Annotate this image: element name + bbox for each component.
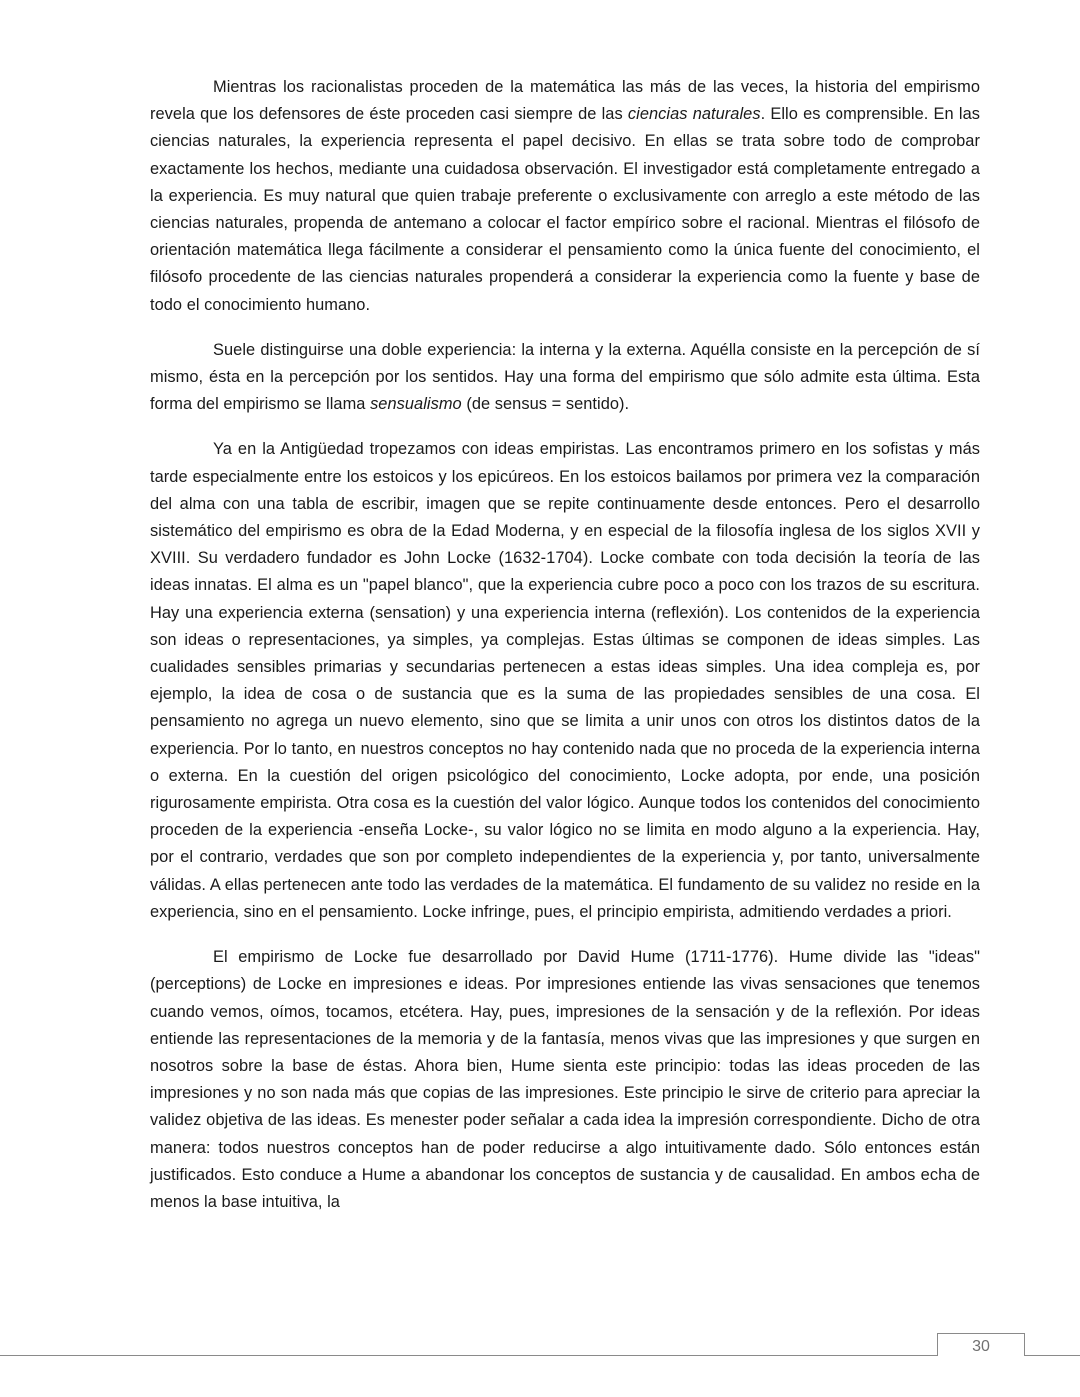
paragraph-text: Ya en la Antigüedad tropezamos con ideas empiristas. Las encontramos primero en los sofistas y más tarde especialmente entre los estoicos y los epicúreos. En los estoicos bailamos por primera vez la comparación del alma con una tabla de escribir, imagen que se repite continuamente desde entonces. Pero el desarrollo sistemático del empirismo es obra de la Edad Moderna, y en especial de la filosofía inglesa de los siglos XVII y XVIII. Su verdadero fundador es John Locke (1632-1704). Locke combate con toda decisión la teoría de las ideas innatas. El alma es un "papel blanco", que la experiencia cubre poco a poco con los trazos de su escritura. Hay una experiencia externa (sensation) y una experiencia interna (reflexión). Los contenidos de la experiencia son ideas o representaciones, ya simples, ya complejas. Estas últimas se componen de ideas simples. Las cualidades sensibles primarias y secundarias pertenecen a estas ideas simples. Una idea compleja es, por ejemplo, la idea de cosa o de sustancia que es la suma de las propiedades sensibles de una cosa. El pensamiento no agrega un nuevo elemento, sino que se limita a unir unos con otros los distintos datos de la experiencia. Por lo tanto, en nuestros conceptos no hay contenido nada que no proceda de la experiencia interna o externa. En la cuestión del origen psicológico del conocimiento, Locke adopta, por ende, una posición rigurosamente empirista. Otra cosa es la cuestión del valor lógico. Aunque todos los contenidos del conocimiento proceden de la experiencia -enseña Locke-, su valor lógico no se limita en modo alguno a la experiencia. Hay, por el contrario, verdades que son por completo independientes de la experiencia y, por tanto, universalmente válidas. A ellas pertenecen ante todo las verdades de la matemática. El fundamento de su validez no reside en la experiencia, sino en el pensamiento. Locke infringe, pues, el principio empirista, admitiendo verdades a priori. — [150, 440, 980, 921]
paragraph-text: . Ello es comprensible. En las ciencias naturales, la experiencia representa el papel decisivo. En ellas se trata sobre todo de comprobar exactamente los hechos, mediante una cuidadosa observación. El investigador está completamente entregado a la experiencia. Es muy natural que quien trabaje preferente o exclusivamente con arreglo a este método de las ciencias naturales, propenda de antemano a colocar el factor empírico sobre el racional. Mientras el filósofo de orientación matemática llega fácilmente a considerar el pensamiento como la única fuente del conocimiento, el filósofo procedente de las ciencias naturales propenderá a considerar la experiencia como la fuente y base de todo el conocimiento humano. — [150, 105, 980, 314]
paragraph-text: El empirismo de Locke fue desarrollado por David Hume (1711-1776). Hume divide las "ideas" (perceptions) de Locke en impresiones e ideas. Por impresiones entiende las vivas sensaciones que tenemos cuando vemos, oímos, tocamos, etcétera. Hay, pues, impresiones de la sensación y de la reflexión. Por ideas entiende las representaciones de la memoria y de la fantasía, menos vivas que las impresiones y que surgen en nosotros sobre la base de éstas. Ahora bien, Hume sienta este principio: todas las ideas proceden de las impresiones y no son nada más que copias de las impresiones. Este principio le sirve de criterio para apreciar la validez objetiva de las ideas. Es menester poder señalar a cada idea la impresión correspondiente. Dicho de otra manera: todos nuestros conceptos han de poder reducirse a algo intuitivamente dado. Sólo entonces están justificados. Esto conduce a Hume a abandonar los conceptos de sustancia y de causalidad. En ambos echa de menos la base intuitiva, la — [150, 948, 980, 1211]
paragraph-text: Suele distinguirse una doble experiencia: la interna y la externa. Aquélla consiste en la percepción de sí mismo, ésta en la percepción por los sentidos. Hay una forma del empirismo que sólo admite esta última. Esta forma del empirismo se llama — [150, 340, 980, 414]
italic-term: ciencias naturales — [627, 105, 761, 124]
paragraph-rationalists-vs-empiricists — [150, 74, 980, 319]
paragraph-locke — [150, 436, 980, 926]
page-number: 30 — [937, 1333, 1025, 1356]
page-body — [150, 74, 980, 1234]
italic-term: sensualismo — [370, 395, 462, 414]
paragraph-hume — [150, 944, 980, 1216]
paragraph-text: (de sensus = sentido). — [461, 395, 630, 414]
paragraph-text: Mientras los racionalistas proceden de la matemática las más de las veces, la historia del empirismo revela que los defensores de éste proceden casi siempre de las — [150, 78, 980, 124]
footer-rule — [0, 1355, 1080, 1356]
paragraph-double-experience — [150, 337, 980, 419]
